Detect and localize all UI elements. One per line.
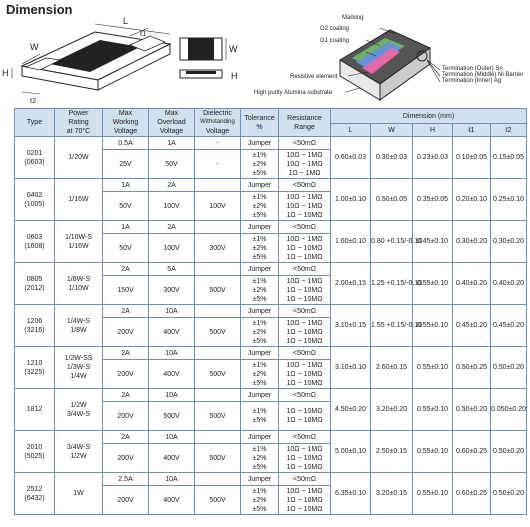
cell-max-overload: 400V [149, 444, 195, 473]
cell-dielectric: 500V [195, 444, 241, 473]
cell-resistance: 10Ω ~ 1MΩ 1Ω ~ 10MΩ 1Ω ~ 10MΩ [279, 444, 331, 473]
cell-dim-L: 1.60±0.10 [331, 221, 371, 263]
cell-resistance: <50mΩ [279, 221, 331, 234]
cell-power: 1W [55, 473, 103, 515]
table-row [15, 389, 527, 402]
cell-dim-L: 3.10±0.10 [331, 347, 371, 389]
col-dim-H: H [413, 124, 453, 137]
cell-tolerance: Jumper [241, 347, 279, 360]
section-title: Dimension [6, 2, 73, 17]
cell-dielectric: 500V [195, 276, 241, 305]
cell-resistance: <50mΩ [279, 389, 331, 402]
cell-max-overload: 100V [149, 234, 195, 263]
cell-tolerance: Jumper [241, 431, 279, 444]
cell-dielectric [195, 221, 241, 234]
cell-max-working: 2A [103, 389, 149, 402]
cell-max-overload: 10A [149, 431, 195, 444]
cell-max-working: 200V [103, 318, 149, 347]
cell-dielectric [195, 347, 241, 360]
cell-type: 2010 (5025) [15, 431, 55, 473]
cell-tolerance: ±1% ±2% ±5% [241, 318, 279, 347]
cell-max-overload: 10A [149, 347, 195, 360]
cell-tolerance: Jumper [241, 473, 279, 486]
spec-table-header [15, 109, 527, 137]
cell-tolerance: Jumper [241, 137, 279, 150]
cell-dim-W: 0.30±0.03 [371, 137, 413, 179]
chip-top-view-drawing [180, 38, 238, 60]
cell-dim-l1: 0.10±0.05 [453, 137, 491, 179]
cell-tolerance: ±1% ±2% ±5% [241, 360, 279, 389]
cell-dim-l1: 0.50±0.20 [453, 389, 491, 431]
cell-dim-l1: 0.50±0.25 [453, 347, 491, 389]
cell-max-working: 200V [103, 486, 149, 515]
marking-label: Marking [342, 15, 364, 21]
cell-tolerance: Jumper [241, 263, 279, 276]
cell-dim-l2: 0.50±0.20 [491, 347, 527, 389]
cell-tolerance: ±1% ±2% ±5% [241, 276, 279, 305]
cell-max-overload: 500V [149, 402, 195, 431]
cell-resistance: <50mΩ [279, 263, 331, 276]
dim-l1-label: ℓ1 [140, 31, 147, 38]
cell-type: 1210 (3225) [15, 347, 55, 389]
cell-resistance: 10Ω ~ 1MΩ 10Ω ~ 1MΩ 1Ω ~ 1MΩ [279, 150, 331, 179]
resistive-element-label: Resistive element [290, 74, 338, 80]
chip-isometric-drawing [2, 16, 170, 105]
cell-tolerance: Jumper [241, 179, 279, 192]
cell-max-working: 2A [103, 263, 149, 276]
cell-max-overload: 10A [149, 305, 195, 318]
cell-dielectric: 300V [195, 234, 241, 263]
cell-dim-H: 0.55±0.10 [413, 473, 453, 515]
cell-max-working: 200V [103, 360, 149, 389]
cell-dim-H: 0.23±0.03 [413, 137, 453, 179]
cell-dielectric [195, 389, 241, 402]
cell-power: 1/16W [55, 179, 103, 221]
g2-coating-label: G2 coating [320, 26, 350, 32]
cell-dielectric: 500V [195, 360, 241, 389]
col-dim-l2: ℓ2 [491, 124, 527, 137]
cell-resistance: 10Ω ~ 1MΩ 1Ω ~ 10MΩ 1Ω ~ 10MΩ [279, 360, 331, 389]
cell-dim-H: 0.35±0.05 [413, 179, 453, 221]
cell-resistance: <50mΩ [279, 137, 331, 150]
spec-table-body [15, 137, 527, 515]
cell-resistance: <50mΩ [279, 473, 331, 486]
cell-dim-l2: 0.50±0.20 [491, 473, 527, 515]
cell-tolerance: ±1% ±2% ±5% [241, 234, 279, 263]
cell-dim-L: 3.10±0.15 [331, 305, 371, 347]
cell-dielectric: - [195, 137, 241, 150]
cell-dim-H: 0.55±0.10 [413, 431, 453, 473]
cell-dim-L: 4.50±0.20 [331, 389, 371, 431]
col-power: Power Rating at 70°C [55, 109, 103, 137]
cell-type: 1206 (3216) [15, 305, 55, 347]
cell-dim-l1: 0.45±0.20 [453, 305, 491, 347]
table-row [15, 263, 527, 276]
cell-power: 3/4W-S 1/2W [55, 431, 103, 473]
cell-tolerance: ±1% ±5% [241, 402, 279, 431]
cell-dim-H: 0.55±0.10 [413, 305, 453, 347]
cell-dielectric [195, 473, 241, 486]
cell-max-working: 150V [103, 276, 149, 305]
cell-resistance: 10Ω ~ 1MΩ 1Ω ~ 10MΩ 1Ω ~ 10MΩ [279, 318, 331, 347]
table-row [15, 137, 527, 150]
table-row [15, 431, 527, 444]
table-row [15, 305, 527, 318]
cell-tolerance: Jumper [241, 305, 279, 318]
cell-max-overload: 400V [149, 318, 195, 347]
cell-max-overload: 400V [149, 360, 195, 389]
cell-dielectric [195, 431, 241, 444]
cell-max-working: 2.5A [103, 473, 149, 486]
cell-max-overload: 10A [149, 473, 195, 486]
cell-dim-l1: 0.60±0.25 [453, 431, 491, 473]
cell-dim-l2: 0.45±0.20 [491, 305, 527, 347]
cell-type: 2512 (6432) [15, 473, 55, 515]
cell-dim-W: 1.25 +0.15/-0.10 [371, 263, 413, 305]
cell-tolerance: ±1% ±2% ±5% [241, 192, 279, 221]
cell-dim-l2: 0.15±0.05 [491, 137, 527, 179]
col-type: Type [15, 109, 55, 137]
cell-type: 1812 [15, 389, 55, 431]
cell-max-working: 0.5A [103, 137, 149, 150]
termination-middle-label: Termination (Middle) Ni Barrier [442, 72, 524, 78]
cell-dim-l1: 0.40±0.20 [453, 263, 491, 305]
cell-max-working: 2A [103, 305, 149, 318]
cell-resistance: <50mΩ [279, 179, 331, 192]
cell-power: 1/2W 3/4W-S [55, 389, 103, 431]
cell-dielectric [195, 179, 241, 192]
cell-type: 0201 (0603) [15, 137, 55, 179]
cell-resistance: <50mΩ [279, 431, 331, 444]
cell-max-working: 200V [103, 402, 149, 431]
cell-dim-l2: 0.30±0.20 [491, 221, 527, 263]
cell-max-overload: 2A [149, 179, 195, 192]
substrate-label: High purity Alumina substrate [254, 90, 333, 96]
cell-power: 1/2W-SS 1/3W-S 1/4W [55, 347, 103, 389]
cell-dim-W: 0.50±0.05 [371, 179, 413, 221]
cell-resistance: <50mΩ [279, 305, 331, 318]
termination-inner-label: Termination (Inner) Ag [442, 78, 502, 84]
cell-dim-L: 1.00±0.10 [331, 179, 371, 221]
cell-dim-L: 2.00±0.15 [331, 263, 371, 305]
col-max-working: Max Working Voltage [103, 109, 149, 137]
col-tolerance: Tolerance % [241, 109, 279, 137]
cell-dim-H: 0.55±0.10 [413, 389, 453, 431]
col-dimension: Dimension (mm) [331, 109, 527, 124]
cell-dielectric [195, 263, 241, 276]
table-row [15, 221, 527, 234]
cell-type: 0805 (2012) [15, 263, 55, 305]
col-max-overload: Max Overload Voltage [149, 109, 195, 137]
cell-dim-l1: 0.20±0.10 [453, 179, 491, 221]
dim-L-label: L [123, 16, 129, 26]
cell-resistance: 1Ω ~ 10MΩ 1Ω ~ 10MΩ [279, 402, 331, 431]
cell-dim-W: 3.20±0.15 [371, 473, 413, 515]
cell-tolerance: ±1% ±2% ±5% [241, 486, 279, 515]
cell-dim-l1: 0.60±0.25 [453, 473, 491, 515]
cell-dielectric: 100V [195, 192, 241, 221]
cell-type: 0402 (1005) [15, 179, 55, 221]
cell-dielectric: 500V [195, 318, 241, 347]
cell-dielectric: 500V [195, 402, 241, 431]
cell-dim-L: 6.35±0.10 [331, 473, 371, 515]
cell-dim-W: 2.60±0.15 [371, 347, 413, 389]
chip-construction-drawing [254, 15, 523, 100]
cell-dim-L: 5.00±0.10 [331, 431, 371, 473]
top-view-W-label: W [229, 44, 238, 54]
cell-resistance: 10Ω ~ 1MΩ 1Ω ~ 10MΩ 1Ω ~ 10MΩ [279, 276, 331, 305]
cell-tolerance: ±1% ±2% ±5% [241, 150, 279, 179]
cell-type: 0603 (1608) [15, 221, 55, 263]
cell-max-working: 2A [103, 347, 149, 360]
cell-dim-W: 1.55 +0.15/-0.10 [371, 305, 413, 347]
cell-dielectric [195, 305, 241, 318]
cell-dielectric: 500V [195, 486, 241, 515]
cell-max-working: 1A [103, 179, 149, 192]
table-row [15, 179, 527, 192]
cell-max-overload: 10A [149, 389, 195, 402]
dim-W-label: W [30, 42, 39, 52]
cell-max-overload: 100V [149, 192, 195, 221]
cell-max-working: 50V [103, 192, 149, 221]
cell-resistance: 10Ω ~ 1MΩ 1Ω ~ 10MΩ 1Ω ~ 10MΩ [279, 234, 331, 263]
cell-dim-H: 0.45±0.10 [413, 221, 453, 263]
cell-max-overload: 5A [149, 263, 195, 276]
chip-side-view-drawing [180, 70, 238, 81]
col-resistance: Resistance Range [279, 109, 331, 137]
cell-max-overload: 50V [149, 150, 195, 179]
cell-dim-W: 2.50±0.15 [371, 431, 413, 473]
cell-dim-H: 0.55±0.10 [413, 347, 453, 389]
cell-max-working: 2A [103, 431, 149, 444]
termination-outer-label: Termination (Outer) Sn [442, 66, 503, 72]
cell-dim-L: 0.60±0.03 [331, 137, 371, 179]
cell-resistance: 10Ω ~ 1MΩ 10Ω ~ 1MΩ 1Ω ~ 10MΩ [279, 192, 331, 221]
cell-resistance: 10Ω ~ 1MΩ 1Ω ~ 10MΩ 1Ω ~ 10MΩ [279, 486, 331, 515]
cell-power: 1/4W-S 1/8W [55, 305, 103, 347]
cell-dim-W: 3.20±0.20 [371, 389, 413, 431]
spec-table [14, 108, 527, 515]
cell-max-overload: 1A [149, 137, 195, 150]
cell-max-overload: 2A [149, 221, 195, 234]
dimension-figure [0, 14, 530, 106]
cell-tolerance: ±1% ±2% ±5% [241, 444, 279, 473]
cell-dim-H: 0.55±0.10 [413, 263, 453, 305]
cell-max-working: 200V [103, 444, 149, 473]
cell-tolerance: Jumper [241, 389, 279, 402]
cell-resistance: <50mΩ [279, 347, 331, 360]
cell-dim-l2: 0.50±0.20 [491, 431, 527, 473]
cell-max-working: 1A [103, 221, 149, 234]
g1-coating-label: G1 coating [320, 38, 350, 44]
side-view-H-label: H [231, 71, 238, 81]
cell-tolerance: Jumper [241, 221, 279, 234]
cell-dim-W: 0.80 +0.15/-0.10 [371, 221, 413, 263]
dim-H-label: H [2, 68, 9, 78]
cell-power: 1/8W-S 1/10W [55, 263, 103, 305]
col-dim-L: L [331, 124, 371, 137]
cell-power: 1/10W-S 1/16W [55, 221, 103, 263]
col-dim-l1: ℓ1 [453, 124, 491, 137]
table-row [15, 473, 527, 486]
cell-dim-l1: 0.30±0.20 [453, 221, 491, 263]
cell-dielectric: - [195, 150, 241, 179]
table-row [15, 347, 527, 360]
cell-dim-l2: 0.40±0.20 [491, 263, 527, 305]
col-dim-W: W [371, 124, 413, 137]
cell-dim-l2: 0.25±0.10 [491, 179, 527, 221]
cell-dim-l2: 0.050±0.20 [491, 389, 527, 431]
cell-max-overload: 300V [149, 276, 195, 305]
cell-max-overload: 400V [149, 486, 195, 515]
dim-l2-label: ℓ2 [30, 98, 37, 105]
col-dielectric: Dielectric Withstanding Voltage [195, 109, 241, 137]
cell-max-working: 50V [103, 234, 149, 263]
cell-power: 1/20W [55, 137, 103, 179]
cell-max-working: 25V [103, 150, 149, 179]
